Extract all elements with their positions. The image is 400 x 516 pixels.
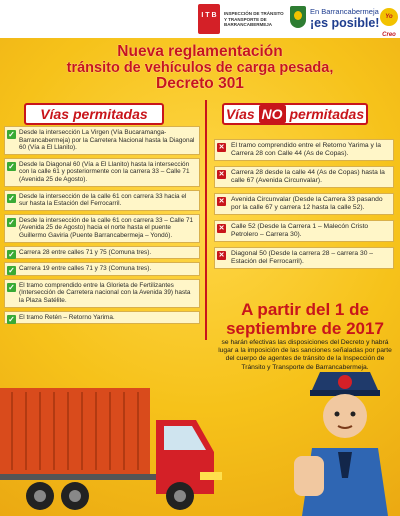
slogan-main: ¡es posible! bbox=[310, 16, 380, 30]
check-icon: ✓ bbox=[8, 249, 15, 259]
date-line-2: septiembre de 2017 bbox=[226, 319, 384, 338]
column-divider bbox=[205, 100, 207, 340]
allowed-item bbox=[4, 190, 200, 211]
title-line-3: Decreto 301 bbox=[156, 75, 244, 92]
title-line-2: tránsito de vehículos de carga pesada, bbox=[66, 60, 334, 76]
check-icon: ✓ bbox=[8, 130, 15, 139]
check-icon: ✓ bbox=[8, 217, 15, 227]
not-allowed-item-text: Diagonal 50 (Desde la carrera 28 – carrera 30 – Estación del Ferrocarril). bbox=[231, 250, 374, 265]
not-allowed-item-text: Carrera 28 desde la calle 44 (As de Copas) hasta la calle 67 (Avenida Circunvalar). bbox=[231, 169, 385, 184]
not-allowed-item-text: Calle 52 (Desde la Carrera 1 – Malecón Cristo Petrolero – Carrera 30). bbox=[231, 223, 369, 238]
effective-date bbox=[216, 300, 394, 338]
no-badge: NO bbox=[259, 105, 286, 123]
check-icon: ✓ bbox=[8, 161, 15, 171]
not-allowed-item bbox=[214, 193, 394, 215]
truck-illustration bbox=[0, 382, 230, 516]
allowed-item-text: El tramo comprendido entre la Glorieta de Fertilizantes (Intersección de Carretera nacional con la Avenida 39) hasta la Plaza Satélite. bbox=[19, 281, 191, 304]
allowed-item bbox=[4, 126, 200, 155]
check-icon: ✓ bbox=[8, 282, 15, 292]
allowed-item bbox=[4, 158, 200, 187]
not-allowed-item-text: El tramo comprendido entre el Retorno Yarima y la Carrera 28 con Calle 44 (As de Copas). bbox=[231, 142, 381, 157]
x-icon: ✕ bbox=[218, 198, 225, 205]
x-icon: ✕ bbox=[218, 225, 225, 232]
allowed-item-text: Desde la intersección La Virgen (Vía Bucaramanga-Barrancabermeja) por la Carretera Nacional hasta la Diagonal 60 (Vía a El Llanito). bbox=[19, 129, 195, 152]
header-bar bbox=[0, 0, 400, 38]
notice-body: se harán efectivas las disposiciones del Decreto y habrá lugar a la imposición de las sanciones señaladas por parte del cuerpo de agentes de tránsito de la Inspección de Tránsito y Transporte de Barrancabermeja. bbox=[218, 339, 392, 371]
check-icon: ✓ bbox=[8, 266, 15, 276]
allowed-item-text: Carrera 19 entre calles 71 y 73 (Comuna tres). bbox=[19, 265, 152, 273]
itt-logo: I T B bbox=[198, 4, 220, 34]
yo-creo-logo: Yo Creo bbox=[380, 8, 398, 26]
slogan-top: En Barrancabermeja bbox=[310, 7, 379, 16]
allowed-item bbox=[4, 246, 200, 260]
title-line-1: Nueva reglamentación bbox=[117, 43, 283, 60]
allowed-item-text: Desde la intersección de la calle 61 con carrera 33 – Calle 71 (Avenida 25 de Agosto) hacia el norte hasta el puente Guillermo Gaviria (Puente Barrancabermeja – Yondó). bbox=[19, 216, 194, 239]
allowed-item-text: El tramo Retén – Retorno Yarima. bbox=[19, 313, 115, 321]
x-icon: ✕ bbox=[218, 171, 225, 178]
x-icon: ✕ bbox=[218, 144, 225, 151]
allowed-item bbox=[4, 262, 200, 276]
allowed-item bbox=[4, 279, 200, 308]
allowed-item-text: Carrera 28 entre calles 71 y 75 (Comuna tres). bbox=[19, 248, 152, 256]
allowed-item bbox=[4, 311, 200, 325]
shield-icon bbox=[290, 6, 306, 28]
not-allowed-item bbox=[214, 139, 394, 161]
not-allowed-item bbox=[214, 166, 394, 188]
check-icon: ✓ bbox=[8, 193, 15, 203]
truck-container bbox=[0, 388, 150, 474]
allowed-item-text: Desde la intersección de la calle 61 con carrera 33 hacia el sur hasta la Estación del Ferrocarril. bbox=[19, 192, 187, 208]
check-icon: ✓ bbox=[8, 314, 15, 324]
not-allowed-suffix: permitadas bbox=[289, 106, 365, 122]
page-title bbox=[40, 44, 360, 92]
allowed-list bbox=[4, 126, 200, 327]
date-line-1: A partir del 1 de bbox=[241, 300, 369, 319]
org-name: INSPECCIÓN DE TRÁNSITO Y TRANSPORTE DE BARRANCABERMEJA bbox=[224, 11, 284, 27]
not-allowed-list bbox=[214, 139, 394, 274]
allowed-item bbox=[4, 214, 200, 243]
not-allowed-item bbox=[214, 220, 394, 242]
not-allowed-item bbox=[214, 247, 394, 269]
allowed-heading: Vías permitadas bbox=[24, 103, 164, 125]
traffic-officer-illustration bbox=[290, 368, 400, 516]
not-allowed-heading bbox=[222, 103, 368, 125]
x-icon: ✕ bbox=[218, 252, 225, 259]
officer-hand bbox=[294, 456, 324, 496]
not-allowed-prefix: Vías bbox=[225, 106, 255, 122]
allowed-item-text: Desde la Diagonal 60 (Vía a El Llanito) hasta la intersección con la calle 61 y posteriormente con la carrera 33 – Calle 71 (Avenida 25 de Agosto). bbox=[19, 160, 190, 183]
not-allowed-item-text: Avenida Circunvalar (Desde la Carrera 33 pasando por la calle 67 y carrera 12 hasta la calle 52). bbox=[231, 196, 383, 211]
